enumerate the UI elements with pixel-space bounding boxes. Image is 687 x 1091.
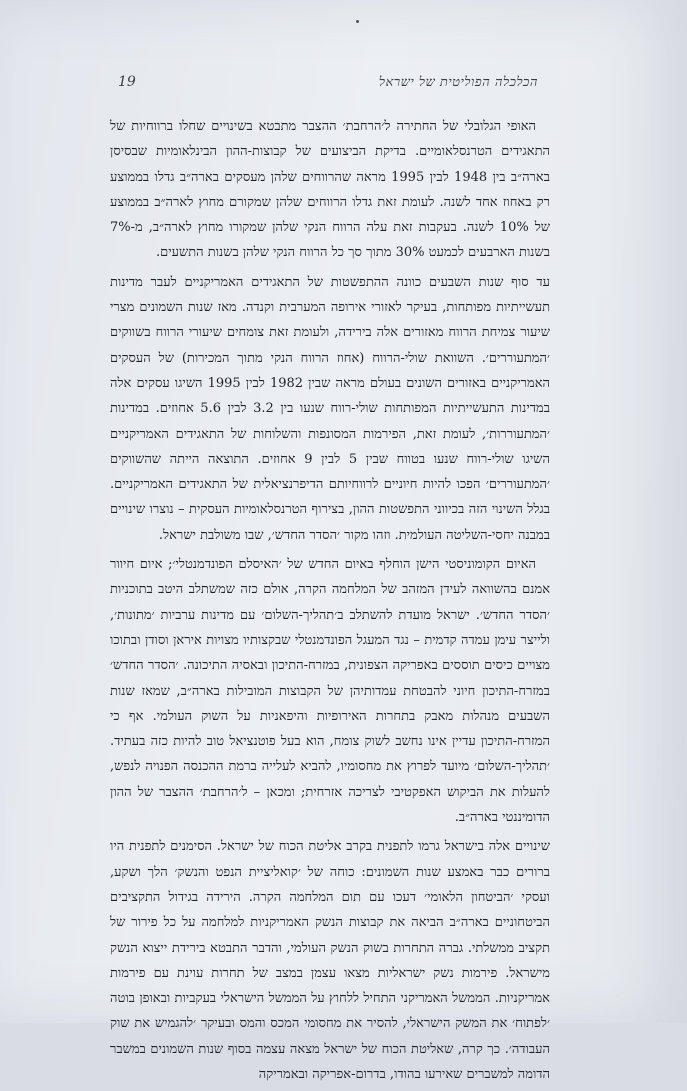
paragraph-1: האופי הגלובלי של החתירה ל׳הרחבת׳ ההצבר מתבטא בשינויים שחלו ברווחיות של התאגידים הטרנסלאומיים. בדיקת הביצועים של קבוצות-ההון הבינלאומיות שבסיסן בארה״ב בין 1948 לבין 1995 מראה שהרווחים שלהן מעסקים בארה״ב גדלו בממוצע רק באחוז אחד לשנה. לעומת זאת גדלו הרווחים שלהן שמקורם מחוץ לארה״ב בממוצע של 10% לשנה. בעקבות זאת עלה הרווח הנקי שלהן שמקורו מחוץ לארה״ב, מ-7% בשנות הארבעים לכמעט 30% מתוך סך כל הרווח הנקי שלהן בשנות התשעים. xyxy=(110,119,550,261)
paragraph-2: עד סוף שנות השבעים כוונה ההתפשטות של התאגידים האמריקניים לעבר מדינות תעשייתיות מפותחות, בעיקר לאזורי אירופה המערבית וקנדה. מאז שנות השמונים מצרי שיעור צמיחת הרווח מאזורים אלה בירידה, ולעומת זאת צומחים שיעורי הרווח בשווקים ׳המתעוררים׳. השוואת שולי-הרווח (אחוז הרווח הנקי מתוך המכירות) של העסקים האמריקניים באזורים השונים בעולם מראה שבין 1982 לבין 1995 השיגו עסקים אלה במדינות התעשייתיות המפותחות שולי-רווח שנעו בין 3.2 לבין 5.6 אחוזים. במדינות ׳המתעוררות׳, לעומת זאת, הפירמות המסונפות והשלוחות של התאגידים האמריקניים השיגו שולי-רווח שנעו בטווח שבין 5 לבין 9 אחוזים. התוצאה הייתה שהשווקים ׳המתעוררים׳ הפכו להיות חיוניים לרווחיותם הדיפרנציאלית של התאגידים האמריקניים. בגלל השינוי הזה בכיווני התפשטות ההון, בצירוף הטרנסלאומיות העסקית – נוצרו שינויים במבנה יחסי-השליטה העולמית. וזהו מקור ׳הסדר החדש׳, שבו משולבת ישראל. xyxy=(110,274,550,543)
body-text xyxy=(110,114,550,1091)
paragraph-4: שינויים אלה בישראל גרמו לתפנית בקרב אליטת הכוח של ישראל. הסימנים לתפנית היו ברורים כבר באמצע שנות השמונים: כוחה של ׳קואליציית הנפט והנשק׳ הלך ושקע, ועסקי ׳הביטחון הלאומי׳ דעכו עם תום המלחמה הקרה. הירידה בגידול התקציבים הביטחוניים בארה״ב הביאה את קבוצות הנשק האמריקניות למלחמה על כל פירור של תקציב ממשלתי. גברה התחרות בשוק הנשק העולמי, והדבר התבטא בירידת ייצוא הנשק מישראל. פירמות נשק ישראליות מצאו עצמן במצב של תחרות עוינת עם פירמות אמריקניות. הממשל האמריקני התחיל ללחוץ על הממשל הישראלי בעקביות ובאופן בוטה ׳לפתוח׳ את המשק הישראלי, להסיר את מחסומי המכס והמס ובעיקר ׳להגמיש את שוק העבודה׳. כך קרה, שאליטת הכוח של ישראל מצאה עצמה בסוף שנות השמונים במשבר הדומה למשברים שאירעו בהודו, בדרום-אפריקה ובאמריקה xyxy=(110,839,550,1082)
paragraph-3: האיום הקומוניסטי הישן הוחלף באיום החדש של ׳האיסלם הפונדמנטלי׳; איום חיוור אמנם בהשוואה לעידן המזהב של המלחמה הקרה, אולם כזה שמשתלב היטב בתוכניות ׳הסדר החדש׳. ישראל מועדת להשתלב ב׳תהליך-השלום׳ עם מדינות ערביות ׳מתונות׳, ולייצר עימן עמדה קדמית – נגד המעגל הפונדמנטלי שבקצותיו מצויות איראן וסודן ובתוכו מצויים כיסים תוססים באפריקה הצפונית, במזרח-התיכון ובאסיה התיכונה. ׳הסדר החדש׳ במזרח-התיכון חיוני להבטחת עמדותיהן של הקבוצות המובילות בארה״ב, שמאז שנות השבעים מנהלות מאבק בתחרות האירופיות והיפאניות על השוק העולמי. אף כי המזרח-התיכון עדיין אינו נחשב לשוק צומח, הוא בעל פוטנציאל טוב להיות כזה בעתיד. ׳תהליך-השלום׳ מיועד לפרוץ את מחסומיו, להביא לעלייה ברמת ההכנסה הפנויה לנפש, להעלות את הביקוש האפקטיבי לצריכה אזרחית; ומכאן – ל׳הרחבת׳ ההצבר של ההון הדומיננטי בארה״ב. xyxy=(110,557,550,826)
running-header xyxy=(118,74,538,90)
print-speck xyxy=(356,20,359,23)
page-number: 19 xyxy=(118,74,136,90)
running-title: הכלכלה הפוליטית של ישראל xyxy=(378,75,538,90)
